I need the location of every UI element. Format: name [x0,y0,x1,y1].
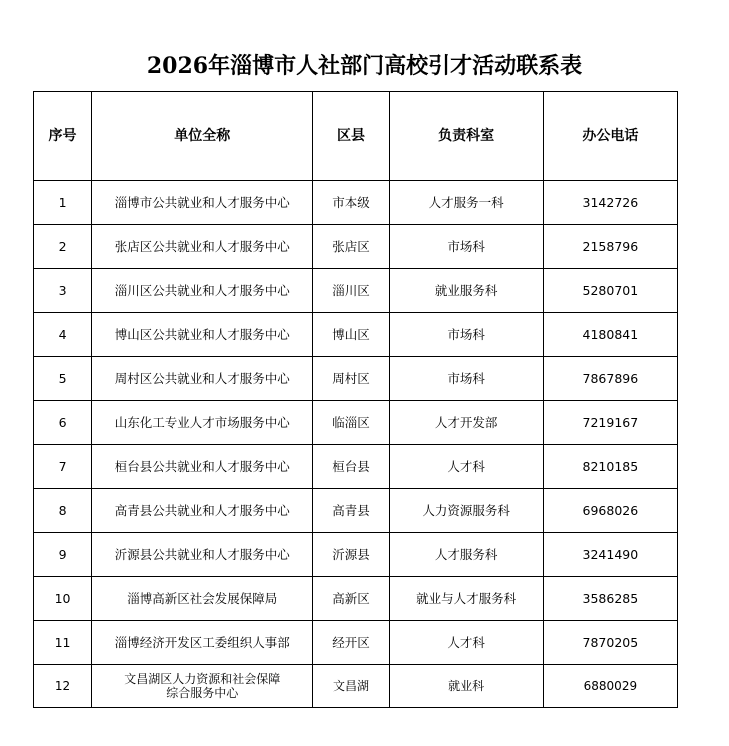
row-index: 7 [34,445,92,489]
row-department: 就业服务科 [389,269,543,313]
row-phone: 3586285 [543,577,677,621]
row-phone: 7870205 [543,621,677,665]
table-header-row [34,92,678,181]
row-district: 周村区 [313,357,389,401]
row-index: 10 [34,577,92,621]
table-row [34,621,678,665]
row-department: 就业与人才服务科 [389,577,543,621]
row-index: 4 [34,313,92,357]
header-phone: 办公电话 [543,92,677,181]
row-department: 市场科 [389,225,543,269]
row-unit: 淄博市公共就业和人才服务中心 [92,181,313,225]
row-district: 文昌湖 [313,665,389,708]
row-phone: 3241490 [543,533,677,577]
row-phone: 6968026 [543,489,677,533]
row-index: 12 [34,665,92,708]
row-unit [92,665,313,708]
header-unit: 单位全称 [92,92,313,181]
row-phone: 4180841 [543,313,677,357]
table-row [34,533,678,577]
table-row [34,181,678,225]
row-department: 人才服务一科 [389,181,543,225]
contact-table [33,91,678,708]
row-unit-line: 文昌湖区人力资源和社会保障 [124,672,281,686]
row-index: 11 [34,621,92,665]
table-row [34,225,678,269]
row-district: 博山区 [313,313,389,357]
row-unit: 沂源县公共就业和人才服务中心 [92,533,313,577]
row-unit: 周村区公共就业和人才服务中心 [92,357,313,401]
row-district: 沂源县 [313,533,389,577]
row-district: 临淄区 [313,401,389,445]
document-title: 2026年淄博市人社部门高校引才活动联系表 [146,53,583,79]
row-unit: 桓台县公共就业和人才服务中心 [92,445,313,489]
row-department: 市场科 [389,357,543,401]
row-department: 就业科 [389,665,543,708]
table-row [34,577,678,621]
row-index: 3 [34,269,92,313]
row-district: 经开区 [313,621,389,665]
row-unit: 高青县公共就业和人才服务中心 [92,489,313,533]
row-unit: 张店区公共就业和人才服务中心 [92,225,313,269]
row-department: 人才开发部 [389,401,543,445]
table-row [34,665,678,708]
row-unit: 博山区公共就业和人才服务中心 [92,313,313,357]
table-row [34,313,678,357]
row-district: 张店区 [313,225,389,269]
row-department: 人才科 [389,621,543,665]
row-district: 桓台县 [313,445,389,489]
row-unit-line: 综合服务中心 [166,686,239,700]
table-row [34,269,678,313]
row-department: 人才科 [389,445,543,489]
row-index: 9 [34,533,92,577]
row-unit: 淄博高新区社会发展保障局 [92,577,313,621]
row-index: 8 [34,489,92,533]
header-index: 序号 [34,92,92,181]
row-phone: 8210185 [543,445,677,489]
row-unit: 淄博经济开发区工委组织人事部 [92,621,313,665]
row-district: 淄川区 [313,269,389,313]
row-phone: 7867896 [543,357,677,401]
row-district: 高新区 [313,577,389,621]
header-department: 负责科室 [389,92,543,181]
row-index: 5 [34,357,92,401]
table-row [34,489,678,533]
row-district: 市本级 [313,181,389,225]
row-index: 2 [34,225,92,269]
row-phone: 5280701 [543,269,677,313]
row-phone: 3142726 [543,181,677,225]
row-department: 人力资源服务科 [389,489,543,533]
row-phone: 7219167 [543,401,677,445]
row-phone: 2158796 [543,225,677,269]
table-row [34,401,678,445]
row-index: 1 [34,181,92,225]
row-department: 市场科 [389,313,543,357]
header-district: 区县 [313,92,389,181]
row-unit: 山东化工专业人才市场服务中心 [92,401,313,445]
row-department: 人才服务科 [389,533,543,577]
row-index: 6 [34,401,92,445]
row-unit: 淄川区公共就业和人才服务中心 [92,269,313,313]
row-phone: 6880029 [543,665,677,708]
table-row [34,357,678,401]
row-district: 高青县 [313,489,389,533]
table-row [34,445,678,489]
